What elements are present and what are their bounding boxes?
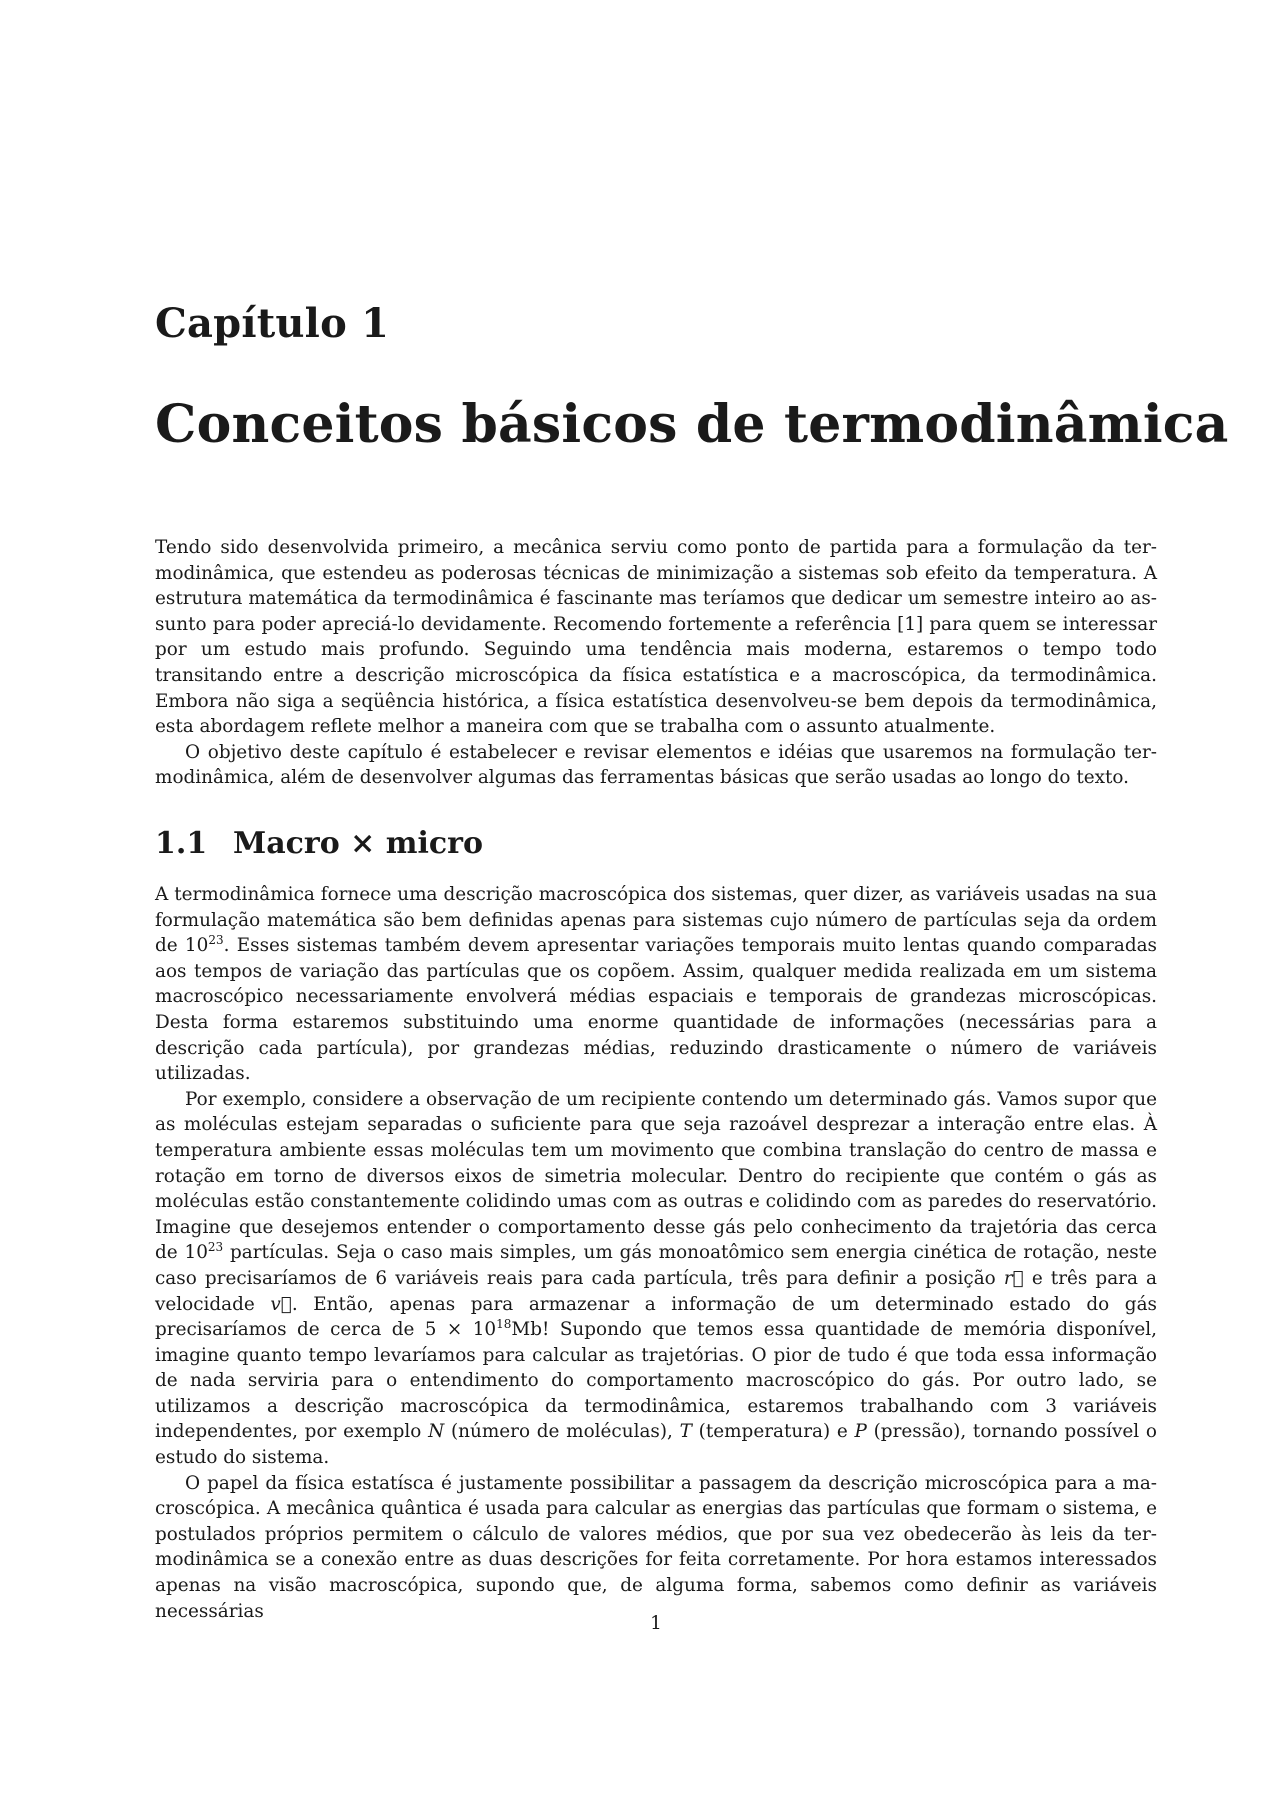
intro-paragraph-2: O objetivo deste capítulo é estabelecer e revisar elementos e idéias que usaremos na formulação termodinâmica, além de desenvolver algumas das ferramentas básicas que serão usadas ao longo do texto. [155,741,1157,789]
exponent: 23 [207,1240,224,1255]
text-run: Por exemplo, considere a observação de um recipiente contendo um determinado gás. Vamos supor que as moléculas estejam separadas o suficiente para que seja razoável desprezar a interação entre elas. À temperatura ambiente essas moléculas tem um movimento que combina translação do centro de massa e rotação em torno de diversos eixos de simetria molecular. Dentro do recipiente que contém o gás as moléculas estão constantemente colidindo umas com as outras e colidindo com as paredes do reservatório. Imagine que desejemos entender o comportamento desse gás pelo conhecimento da trajetória das cerca de 10 [155,1088,1157,1264]
section-paragraph-3: O papel da física estatísca é justamente possibilitar a passagem da descrição microscópica para a macroscópica. A mecânica quântica é usada para calcular as energias das partículas que formam o sistema, e postulados próprios permitem o cálculo de valores médios, que por sua vez obedecerão às leis da termodinâmica se a conexão entre as duas descrições for feita corretamente. Por hora estamos interessados apenas na visão macroscópica, supondo que, de alguma forma, sabemos como definir as variáveis necessárias [155,1472,1157,1622]
intro-text [155,535,1157,791]
text-run: e três para a velocidade [155,1267,1157,1315]
section-text [155,882,1157,1624]
intro-paragraph-1: Tendo sido desenvolvida primeiro, a mecânica serviu como ponto de partida para a formulação da termodinâmica, que estendeu as poderosas técnicas de minimização a sistemas sob efeito da temperatura. A estrutura matemática da termodinâmica é fascinante mas teríamos que dedicar um semestre inteiro ao assunto para poder apreciá-lo devidamente. Recomendo fortemente a referência [1] para quem se interessar por um estudo mais profundo. Seguindo uma tendência mais moderna, estaremos o tempo todo transitando entre a descrição microscópica da física estatística e a macroscópica, da termodinâmica. Embora não siga a seqüência histórica, a física estatística desenvolveu-se bem depois da termodinâmica, esta abordagem reflete melhor a maneira com que se trabalha com o assunto atualmente. [155,537,1157,738]
position-vector: r⃗ [1003,1267,1024,1289]
section-paragraph-2 [155,1087,1157,1471]
text-run: partículas. Seja o caso mais simples, um gás monoatômico sem energia cinética de rotação, neste caso precisaríamos de 6 variáveis reais para cada partícula, três para definir a posição [155,1242,1157,1289]
chapter-title: Conceitos básicos de termodinâmica [155,394,1229,455]
text-run: (pressão), tornando possível o estudo do sistema. [155,1421,1158,1469]
text-run: (número de moléculas), [444,1421,680,1443]
chapter-label: Capítulo 1 [155,300,390,347]
section-number: 1.1 [155,826,208,861]
variable-p: P [854,1421,867,1443]
exponent: 23 [208,933,224,948]
velocity-vector: v⃗ [270,1293,292,1315]
text-run: . Então, apenas para armazenar a informação de um determinado estado do gás precisaríamos de cerca de 5 × 10 [155,1293,1157,1341]
exponent: 18 [496,1317,512,1332]
text-run: Mb! Supondo que temos essa quantidade de memória disponível, imagine quanto tempo levaríamos para calcular as trajetórias. O pior de tudo é que toda essa informação de nada serviria para o entendimento do comportamento macroscópico do gás. Por outro lado, se utilizamos a descrição macroscópica da termodinâmica, estaremos trabalhando com 3 variáveis independentes, por exemplo [155,1319,1157,1443]
variable-n: N [428,1421,445,1443]
text-run: (temperatura) e [691,1421,855,1443]
variable-t: T [679,1421,692,1443]
section-title: Macro × micro [233,826,483,861]
section-heading [155,826,483,861]
text-run: . Esses sistemas também devem apresentar variações temporais muito lentas quando comparadas aos tempos de variação das partículas que os copõem. Assim, qualquer medida realizada em um sistema macroscópico necessariamente envolverá médias espaciais e temporais de grandezas microscópicas. Desta forma estaremos substituindo uma enorme quantidade de informações (necessárias para a descrição cada partícula), por grandezas médias, reduzindo drasticamente o número de variáveis utilizadas. [155,935,1157,1085]
section-paragraph-1 [155,882,1157,1087]
page-number: 1 [650,1613,662,1634]
text-run: A termodinâmica fornece uma descrição macroscópica dos sistemas, quer dizer, as variáveis usadas na sua formulação matemática são bem definidas apenas para sistemas cujo número de partículas seja da ordem de 10 [155,884,1157,957]
page [155,0,1229,1808]
